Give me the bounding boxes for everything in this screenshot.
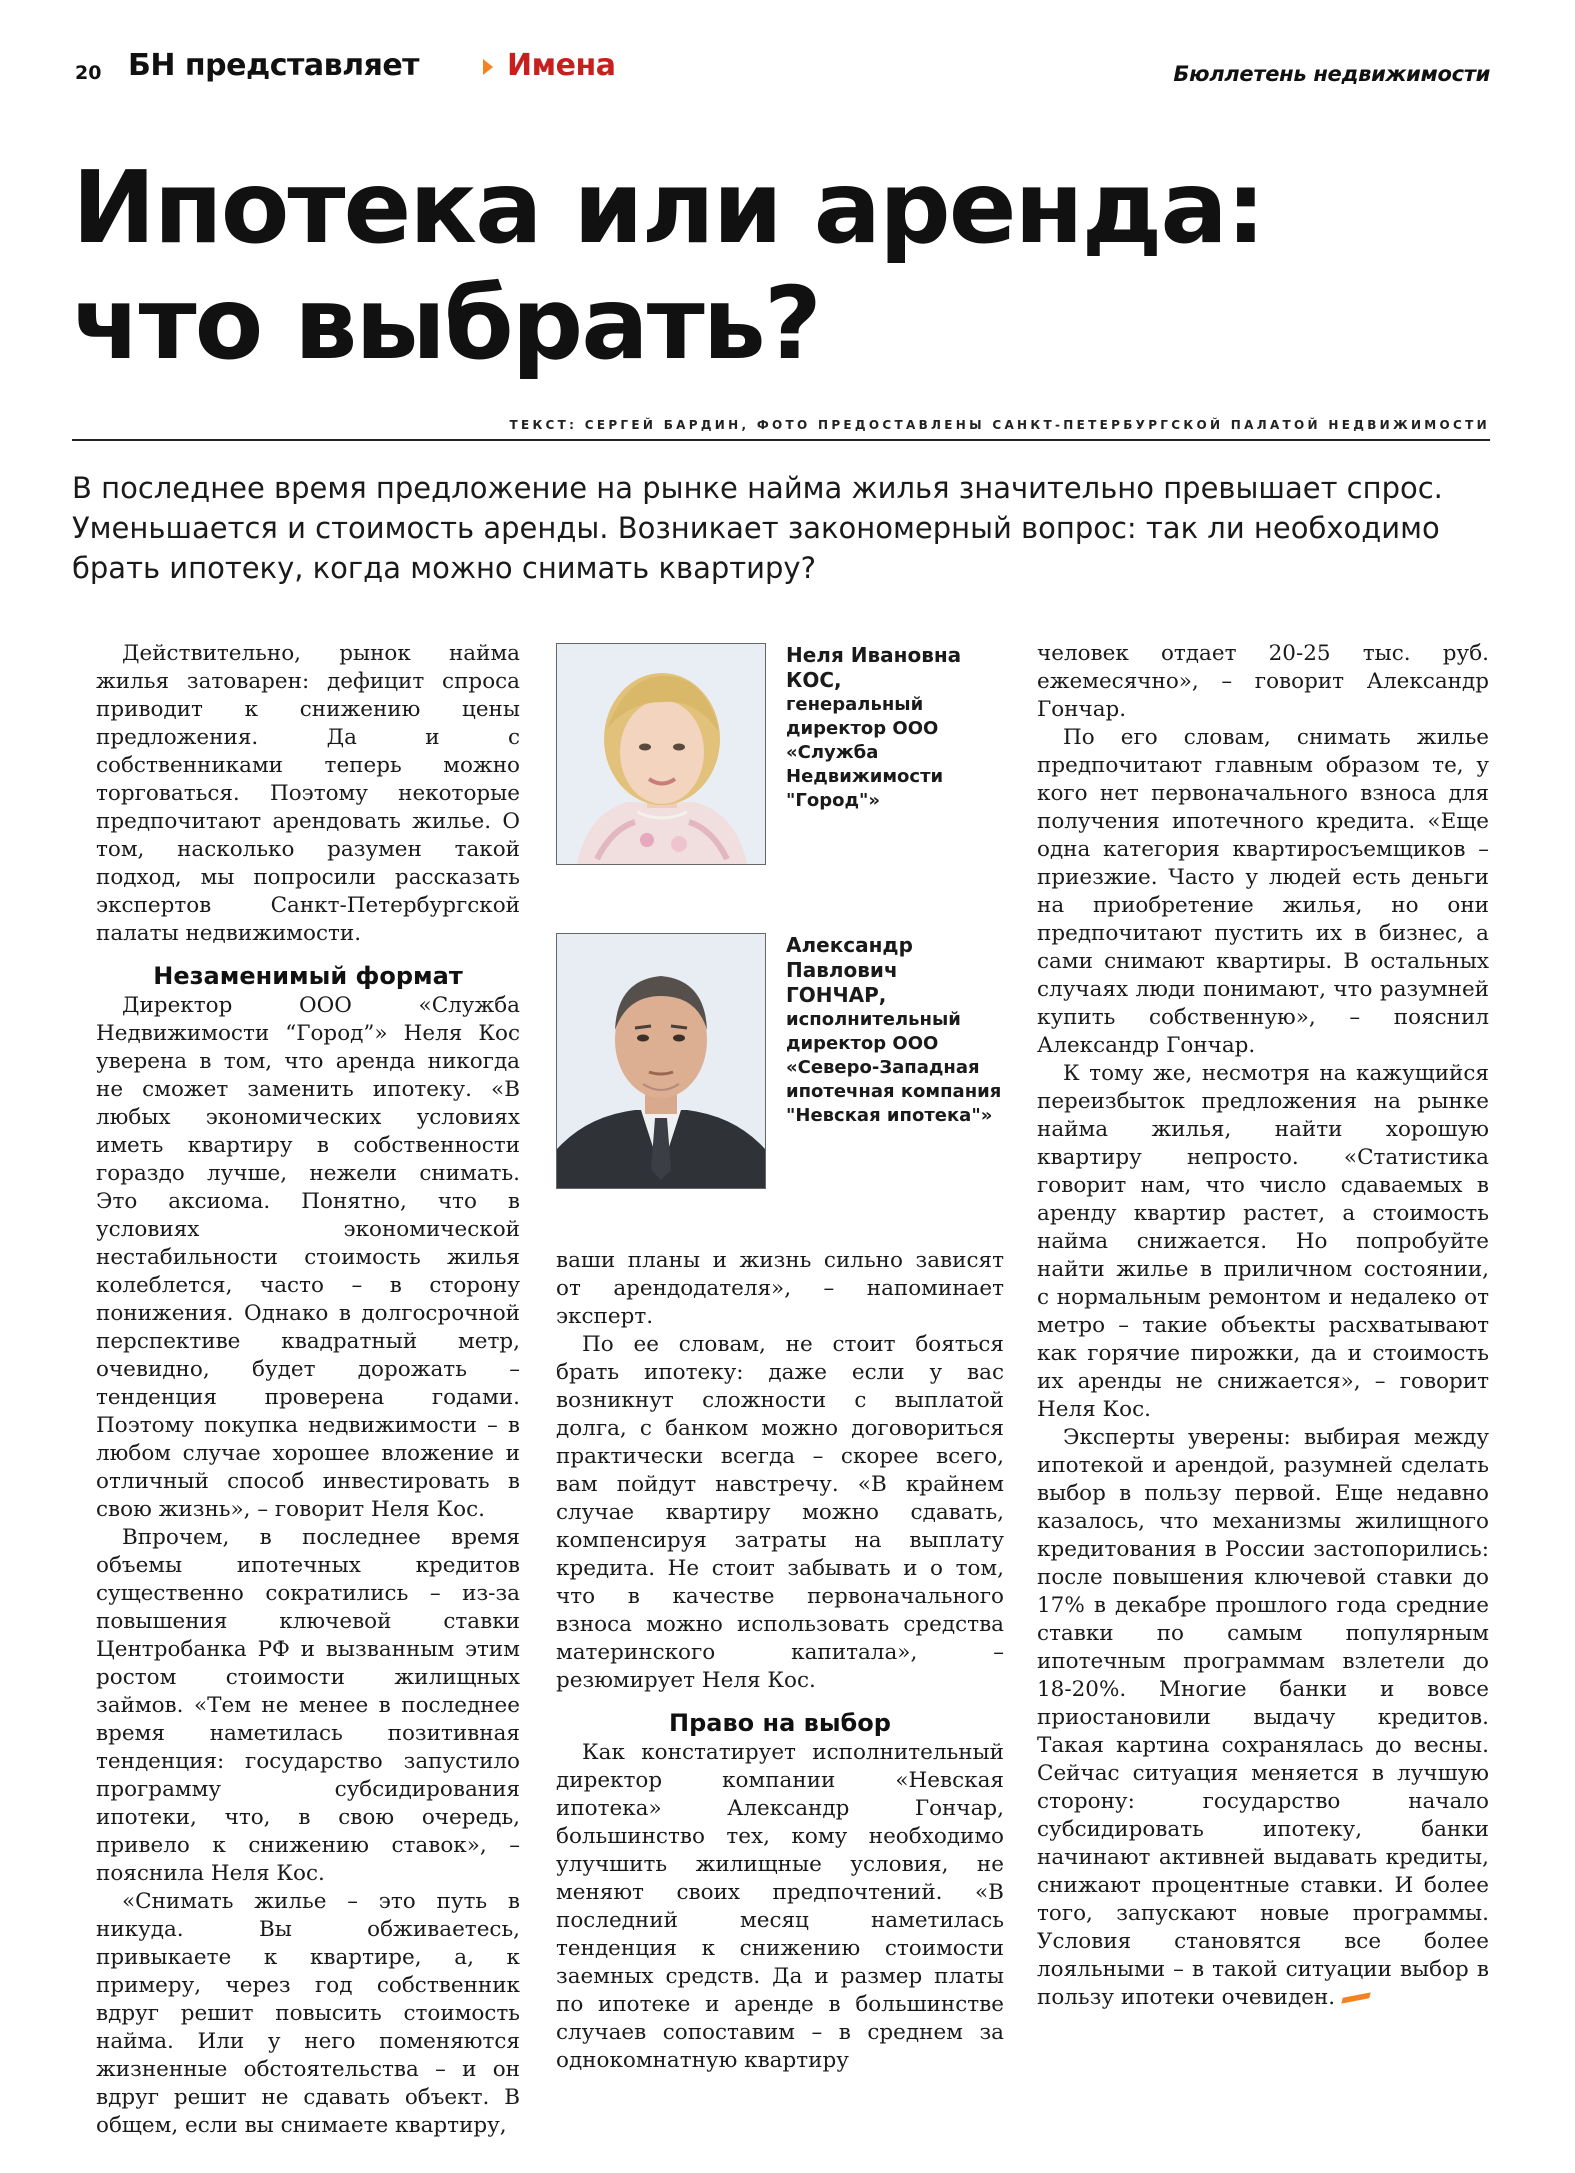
page-number: 20 xyxy=(75,62,102,84)
paragraph: человек отдает 20-25 тыс. руб. ежемесячно», – говорит Александр Гончар. xyxy=(1037,641,1489,722)
paragraph-text: Эксперты уверены: выбирая между ипотекой и арендой, разумней сделать выбор в пользу первой. Еще недавно казалось, что механизмы жилищного кредитования в России застопорились: после повышения ключевой ставки до 17% в декабре прошлого года средние ставки по самым популярным ипотечным программам взлетели до 18-20%. Многие банки и вовсе приостановили выдачу кредитов. Такая картина сохранялась до весны. Сейчас ситуация меняется в лучшую сторону: государство начало субсидировать ипотеку, банки начинают активней выдавать кредиты, снижают процентные ставки. И более того, запускают новые программы. Условия становятся все более лояльными – в такой ситуации выбор в пользу ипотеки очевиден. xyxy=(1037,1425,1489,2010)
paragraph: К тому же, несмотря на кажущийся переизбыток предложения на рынке найма жилья, найти хорошую квартиру непросто. «Статистика говорит нам, что число сдаваемых в аренду квартир растет, а стоимость найма снижается. Но попробуйте найти жилье в приличном состоянии, с нормальным ремонтом и недалеко от метро – такие объекты расхватывают как горячие пирожки, да и стоимость их аренды не снижается», – говорит Неля Кос. xyxy=(1037,1061,1489,1422)
expert-card-gonchar xyxy=(556,933,1006,1191)
paragraph: «Снимать жилье – это путь в никуда. Вы обживаетесь, привыкаете к квартире, а, к примеру, через год собственник вдруг решит повысить стоимость найма. Или у него поменяются жизненные обстоятельства – и он вдруг решит не сдавать объект. В общем, если вы снимаете квартиру, xyxy=(96,1889,520,2138)
expert-card-kos xyxy=(556,643,1006,865)
expert-role: генеральный директор ООО «Служба Недвижимости "Город"» xyxy=(786,694,944,811)
subheading: Незаменимый формат xyxy=(153,962,463,990)
paragraph: Впрочем, в последнее время объемы ипотечных кредитов существенно сократились – из-за повышения ключевой ставки Центробанка РФ и вызванным этим ростом стоимости жилищных займов. «Тем не менее в последнее время наметилась позитивная тенденция: государство запустило программу субсидирования ипотеки, что, в свою очередь, привело к снижению ставок», – пояснила Неля Кос. xyxy=(96,1525,520,1886)
section-name: БН представляет xyxy=(128,48,420,83)
left-column xyxy=(96,640,520,2140)
expert-surname: КОС, xyxy=(786,668,842,692)
middle-column xyxy=(556,1247,1004,2075)
title-line: что выбрать? xyxy=(72,265,820,382)
end-mark-icon xyxy=(1341,1992,1370,2003)
expert-photo-kos xyxy=(556,643,766,865)
expert-surname: ГОНЧАР, xyxy=(786,983,887,1007)
portrait-man-image xyxy=(557,934,765,1188)
page-header xyxy=(75,48,1490,88)
credits-divider xyxy=(72,439,1490,441)
portrait-woman-image xyxy=(557,644,765,864)
paragraph: По ее словам, не стоит бояться брать ипотеку: даже если у вас возникнут сложности с выплатой долга, с банком можно договориться практически всегда – скорее всего, вам пойдут навстречу. «В крайнем случае квартиру можно сдавать, компенсируя затраты на выплату кредита. Не стоит забывать и о том, что в качестве первоначального взноса можно использовать средства материнского капитала», – резюмирует Неля Кос. xyxy=(556,1332,1004,1693)
breadcrumb-arrow-icon xyxy=(483,59,493,75)
publication-logo: Бюллетень недвижимости xyxy=(1173,62,1490,86)
expert-role: исполнительный директор ООО «Северо-Западная ипотечная компания "Невская ипотека"» xyxy=(786,1009,1002,1126)
subsection-name: Имена xyxy=(507,48,616,83)
paragraph: По его словам, снимать жилье предпочитают главным образом те, у кого нет первоначального взноса для получения ипотечного кредита. «Еще одна категория квартиросъемщиков – приезжие. Часто у людей есть деньги на приобретение жилья, но они предпочитают пустить их в бизнес, а сами снимают квартиры. В остальных случаях люди понимают, что разумней купить собственную», – пояснил Александр Гончар. xyxy=(1037,725,1489,1058)
paragraph: Как констатирует исполнительный директор компании «Невская ипотека» Александр Гончар, большинство тех, кому необходимо улучшить жилищные условия, не меняют своих предпочтений. «В последний месяц наметилась тенденция к снижению стоимости заемных средств. Да и размер платы по ипотеке и аренде в большинстве случаев сопоставим – в среднем за однокомнатную квартиру xyxy=(556,1740,1004,2073)
lead-line: В последнее время предложение на рынке найма жилья значительно превышает спрос. xyxy=(72,471,1443,505)
lead-line: Уменьшается и стоимость аренды. Возникает закономерный вопрос: так ли необходимо xyxy=(72,511,1440,545)
subheading: Право на выбор xyxy=(669,1709,891,1737)
expert-name: Неля Ивановна xyxy=(786,643,962,667)
expert-caption xyxy=(786,643,1004,813)
expert-caption xyxy=(786,933,1004,1128)
lead-line: брать ипотеку, когда можно снимать квартиру? xyxy=(72,551,816,585)
article-credits: ТЕКСТ: СЕРГЕЙ БАРДИН, ФОТО ПРЕДОСТАВЛЕНЫ САНКТ-ПЕТЕРБУРГСКОЙ ПАЛАТОЙ НЕДВИЖИМОСТИ xyxy=(509,418,1490,432)
expert-name: Александр Павлович xyxy=(786,933,913,982)
article-lead xyxy=(72,468,1492,588)
article-title xyxy=(72,150,1492,382)
paragraph: Действительно, рынок найма жилья затоварен: дефицит спроса приводит к снижению цены предложения. Да и с собственниками теперь можно торговаться. Поэтому некоторые предпочитают арендовать жилье. О том, насколько разумен такой подход, мы попросили рассказать экспертов Санкт-Петербургской палаты недвижимости. xyxy=(96,641,520,946)
paragraph: Директор ООО «Служба Недвижимости “Город”» Неля Кос уверена в том, что аренда никогда не сможет заменить ипотеку. «В любых экономических условиях иметь квартиру в собственности гораздо лучше, нежели снимать. Это аксиома. Понятно, что в условиях экономической нестабильности стоимость жилья колеблется, часто – в сторону понижения. Однако в долгосрочной перспективе квадратный метр, очевидно, будет дорожать – тенденция проверена годами. Поэтому покупка недвижимости – в любом случае хорошее вложение и отличный способ инвестировать в свою жизнь», – говорит Неля Кос. xyxy=(96,993,520,1522)
expert-photo-gonchar xyxy=(556,933,766,1189)
paragraph xyxy=(1037,1424,1489,2012)
title-line: Ипотека или аренда: xyxy=(72,149,1264,266)
right-column xyxy=(1037,640,1489,2012)
paragraph: ваши планы и жизнь сильно зависят от арендодателя», – напоминает эксперт. xyxy=(556,1248,1004,1329)
